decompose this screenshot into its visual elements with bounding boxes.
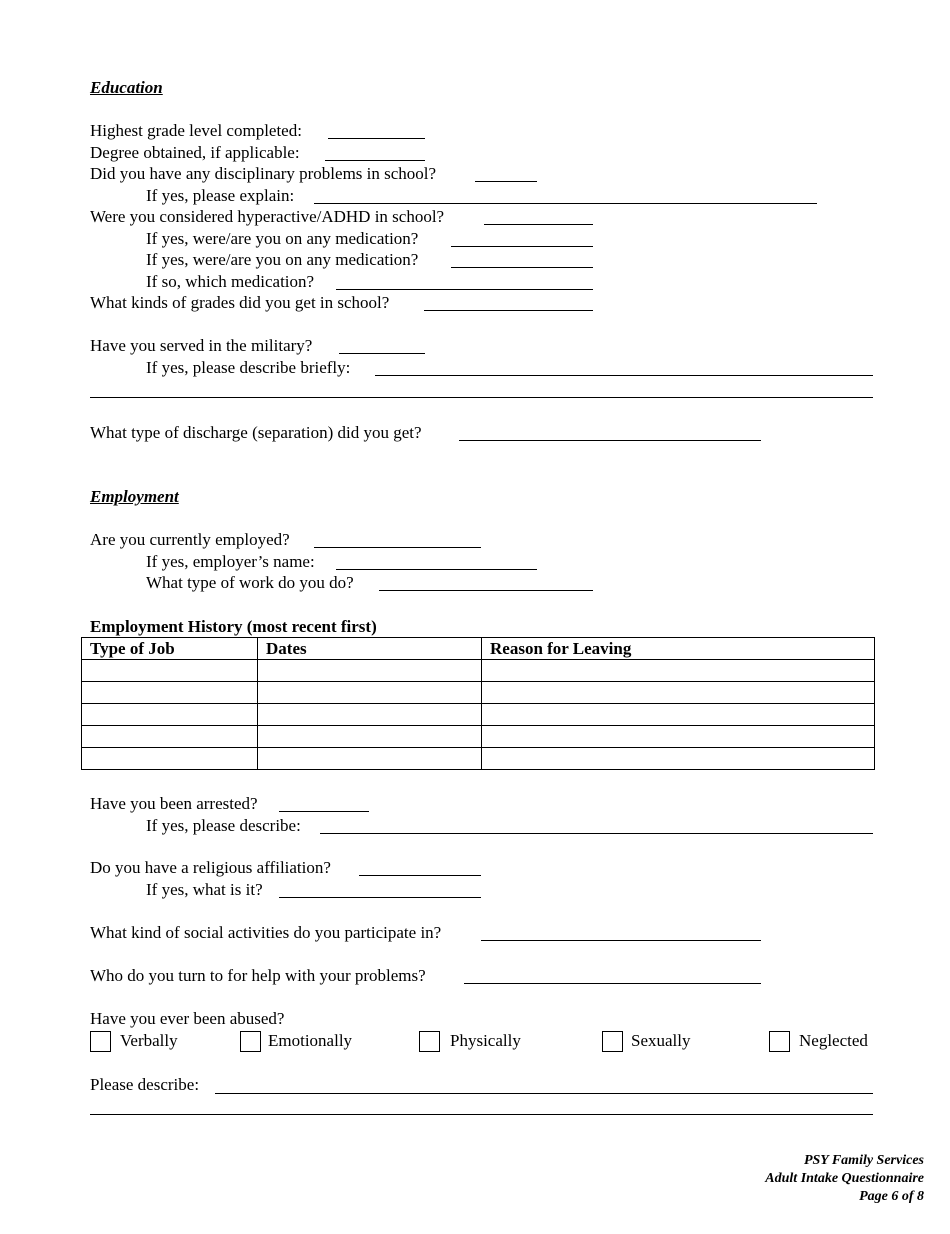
table-row xyxy=(82,748,875,770)
social-field[interactable] xyxy=(481,940,761,941)
employed-field[interactable] xyxy=(314,547,481,548)
discharge-field[interactable] xyxy=(459,440,761,441)
footer-org: PSY Family Services xyxy=(803,1153,924,1168)
table-cell[interactable] xyxy=(258,660,482,682)
table-cell[interactable] xyxy=(258,748,482,770)
which-medication-field[interactable] xyxy=(336,289,593,290)
abuse-describe-field[interactable] xyxy=(215,1093,873,1094)
grades-field[interactable] xyxy=(424,310,593,311)
employment-history-table xyxy=(81,637,875,770)
help-field[interactable] xyxy=(464,983,761,984)
arrested-describe-field[interactable] xyxy=(320,833,873,834)
employer-name-field[interactable] xyxy=(336,569,537,570)
arrested-label: Have you been arrested? xyxy=(90,794,258,813)
table-cell[interactable] xyxy=(82,704,258,726)
table-cell[interactable] xyxy=(82,748,258,770)
disciplinary-explain-field[interactable] xyxy=(314,203,817,204)
verbally-label: Verbally xyxy=(120,1031,178,1050)
column-header-reason-for-leaving: Reason for Leaving xyxy=(482,638,875,660)
table-row xyxy=(82,726,875,748)
table-cell[interactable] xyxy=(258,704,482,726)
column-header-type-of-job: Type of Job xyxy=(82,638,258,660)
work-type-field[interactable] xyxy=(379,590,593,591)
table-cell[interactable] xyxy=(82,726,258,748)
table-cell[interactable] xyxy=(482,748,875,770)
which-medication-label: If so, which medication? xyxy=(146,272,315,291)
emotionally-checkbox[interactable] xyxy=(240,1031,261,1052)
abuse-describe-field-line-2[interactable] xyxy=(90,1114,873,1115)
disciplinary-field[interactable] xyxy=(475,181,537,182)
table-row xyxy=(82,660,875,682)
degree-label: Degree obtained, if applicable: xyxy=(90,143,300,162)
military-describe-field-line-2[interactable] xyxy=(90,397,873,398)
religious-field[interactable] xyxy=(359,875,481,876)
help-label: Who do you turn to for help with your problems? xyxy=(90,966,426,985)
table-header-row xyxy=(82,638,875,660)
verbally-checkbox[interactable] xyxy=(90,1031,111,1052)
highest-grade-field[interactable] xyxy=(328,138,425,139)
social-label: What kind of social activities do you participate in? xyxy=(90,923,442,942)
column-header-dates: Dates xyxy=(258,638,482,660)
medication-field-1[interactable] xyxy=(451,246,593,247)
table-cell[interactable] xyxy=(482,726,875,748)
military-field[interactable] xyxy=(339,353,425,354)
table-cell[interactable] xyxy=(82,660,258,682)
footer-form: Adult Intake Questionnaire xyxy=(765,1171,924,1186)
table-cell[interactable] xyxy=(482,682,875,704)
medication-label-2: If yes, were/are you on any medication? xyxy=(146,250,419,269)
neglected-checkbox[interactable] xyxy=(769,1031,790,1052)
disciplinary-explain-label: If yes, please explain: xyxy=(146,186,295,205)
religious-label: Do you have a religious affiliation? xyxy=(90,858,331,877)
discharge-label: What type of discharge (separation) did you get? xyxy=(90,423,422,442)
grades-label: What kinds of grades did you get in school? xyxy=(90,293,390,312)
employment-heading: Employment xyxy=(90,487,179,506)
physically-label: Physically xyxy=(450,1031,521,1050)
emotionally-label: Emotionally xyxy=(268,1031,353,1050)
sexually-checkbox[interactable] xyxy=(602,1031,623,1052)
table-cell[interactable] xyxy=(482,660,875,682)
work-type-label: What type of work do you do? xyxy=(146,573,354,592)
military-describe-field[interactable] xyxy=(375,375,873,376)
military-describe-label: If yes, please describe briefly: xyxy=(146,358,351,377)
employer-name-label: If yes, employer’s name: xyxy=(146,552,315,571)
abuse-describe-label: Please describe: xyxy=(90,1075,200,1094)
disciplinary-label: Did you have any disciplinary problems in school? xyxy=(90,164,437,183)
adhd-field[interactable] xyxy=(484,224,593,225)
arrested-describe-label: If yes, please describe: xyxy=(146,816,301,835)
table-cell[interactable] xyxy=(82,682,258,704)
abuse-question: Have you ever been abused? xyxy=(90,1009,285,1028)
employment-history-title: Employment History (most recent first) xyxy=(90,617,377,636)
sexually-label: Sexually xyxy=(631,1031,691,1050)
education-heading: Education xyxy=(90,78,163,97)
medication-label-1: If yes, were/are you on any medication? xyxy=(146,229,419,248)
table-row xyxy=(82,682,875,704)
highest-grade-label: Highest grade level completed: xyxy=(90,121,302,140)
medication-field-2[interactable] xyxy=(451,267,593,268)
religious-what-field[interactable] xyxy=(279,897,481,898)
footer-page-number: Page 6 of 8 xyxy=(859,1189,924,1204)
table-cell[interactable] xyxy=(258,726,482,748)
adhd-label: Were you considered hyperactive/ADHD in school? xyxy=(90,207,445,226)
physically-checkbox[interactable] xyxy=(419,1031,440,1052)
religious-what-label: If yes, what is it? xyxy=(146,880,263,899)
employed-label: Are you currently employed? xyxy=(90,530,290,549)
military-label: Have you served in the military? xyxy=(90,336,313,355)
table-cell[interactable] xyxy=(258,682,482,704)
table-cell[interactable] xyxy=(482,704,875,726)
neglected-label: Neglected xyxy=(799,1031,868,1050)
degree-field[interactable] xyxy=(325,160,425,161)
arrested-field[interactable] xyxy=(279,811,369,812)
table-row xyxy=(82,704,875,726)
